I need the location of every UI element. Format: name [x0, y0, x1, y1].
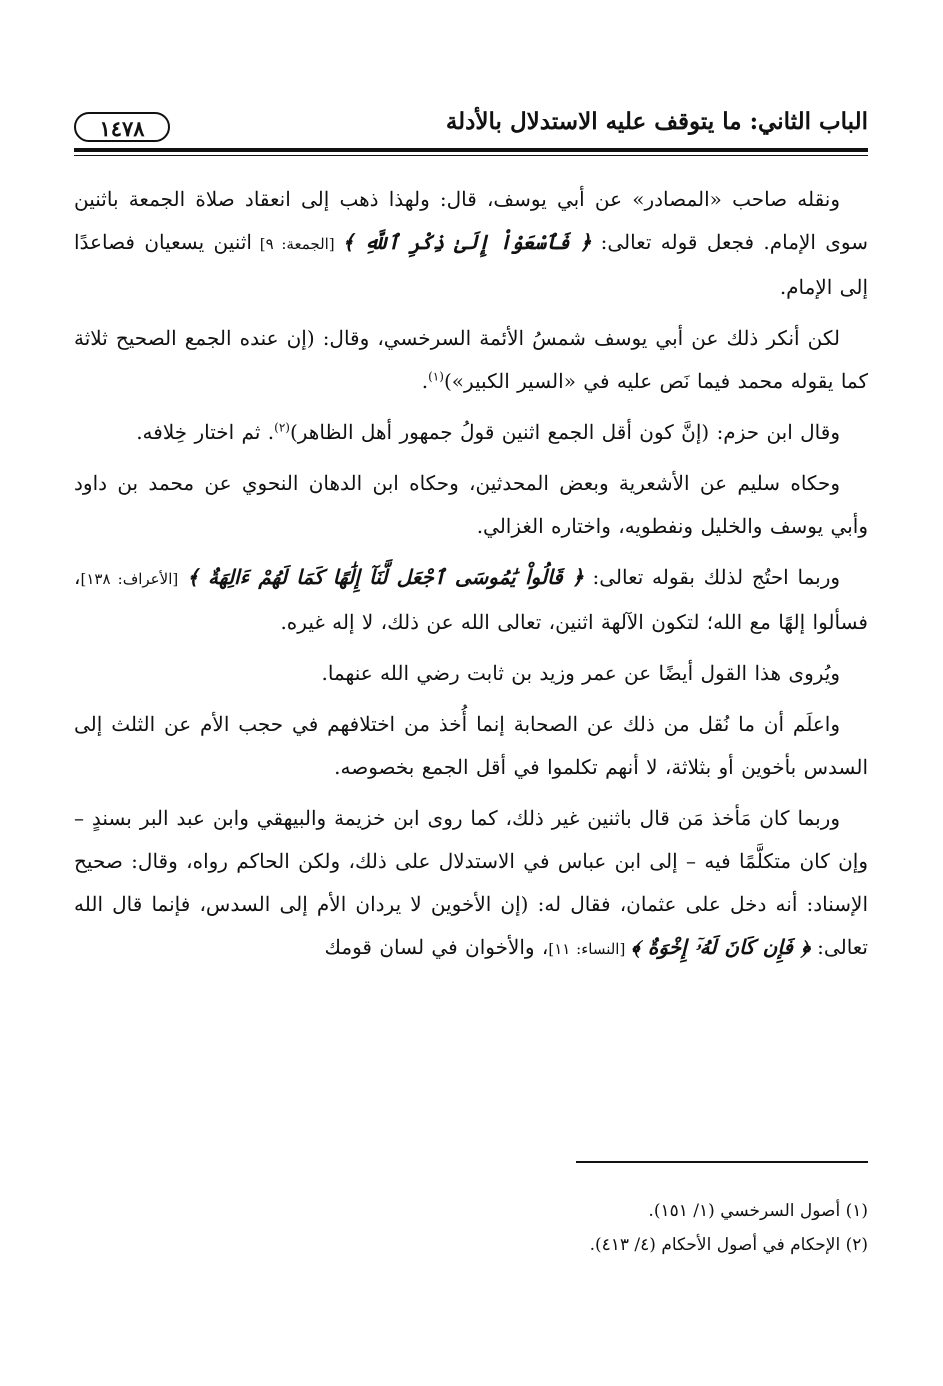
verse-ref-jumuah: [الجمعة: ٩]: [251, 235, 343, 253]
p2-line2: الصحيح ثلاثة كما يقوله محمد فيما نَص عليه في «السير الكبير»): [74, 326, 868, 393]
running-title: الباب الثاني: ما يتوقف عليه الاستدلال بالأدلة: [445, 108, 868, 135]
main-text: [74, 178, 868, 979]
p5-line2: ، فسألوا إلهًا مع الله؛ لتكون الآلهة اثنين، تعالى الله عن ذلك، لا إله غيره.: [74, 565, 868, 634]
footnote-ref-1[interactable]: (١): [428, 369, 444, 384]
p4-line1: وحكاه سليم عن الأشعرية وبعض المحدثين، وحكاه ابن الدهان النحوي عن محمد بن: [117, 471, 840, 495]
p8-line4b: ، والأخوان في لسان قومك: [324, 935, 549, 959]
p1-line2a: باثنين سوى الإمام. فجعل قوله تعالى:: [74, 187, 869, 254]
p3-line1a: وقال ابن حزم: (إنَّ كون أقل الجمع اثنين قولُ جمهور أهل الظاهر): [289, 420, 840, 444]
paragraph-7: [74, 703, 868, 789]
p3-line2: خِلافه.: [136, 420, 188, 444]
verse-ref-araf: [الأعراف: ١٣٨]: [80, 570, 179, 588]
p6-line1: ويُروى هذا القول أيضًا عن عمر وزيد بن ثابت رضي الله عنهما.: [321, 661, 840, 685]
p7-line1: واعلَم أن ما نُقل من ذلك عن الصحابة إنما أُخذ من اختلافهم في حجب الأم عن: [164, 712, 841, 736]
p8-line4a: السدس، فإنما قال الله تعالى:: [74, 892, 868, 959]
verse-ref-nisa: [النساء: ١١]: [548, 940, 632, 958]
p2-end: .: [421, 369, 429, 393]
paragraph-4: [74, 462, 868, 548]
header-rule-thin: [74, 155, 868, 156]
paragraph-3: [74, 411, 868, 454]
footnote-separator: [576, 1161, 868, 1163]
quran-verse-jumuah: ﴿ فَٱسْعَوْاْ إِلَىٰ ذِكْرِ ٱللَّهِ ﴾: [342, 230, 592, 254]
page-header: [74, 102, 868, 150]
footnote-1: (١) أصول السرخسي (١/ ١٥١).: [648, 1201, 868, 1221]
p4-line2: داود وأبي يوسف والخليل ونفطويه، واختاره الغزالي.: [74, 471, 868, 538]
p1-line2b: اثنين يسعيان: [144, 230, 252, 254]
p1-line3: فصاعدًا إلى الإمام.: [74, 230, 868, 299]
p7-line2: الثلث إلى السدس بأخوين أو بثلاثة، لا أنهم تكلموا في أقل الجمع بخصوصه.: [74, 712, 868, 779]
quran-verse-araf: ﴿ قَالُواْ يَٰمُوسَى ٱجْعَل لَّنَآ إِلَٰهًا كَمَا لَهُمْ ءَالِهَةٌ ﴾: [186, 565, 584, 589]
paragraph-8: [74, 797, 868, 971]
p8-line1: وربما كان مَأخذ مَن قال باثنين غير ذلك، كما روى ابن خزيمة والبيهقي وابن عبد البر: [139, 806, 840, 830]
paragraph-6: [74, 652, 868, 695]
paragraph-2: [74, 317, 868, 403]
footnote-ref-2[interactable]: (٢): [274, 420, 290, 435]
footnote-2: (٢) الإحكام في أصول الأحكام (٤/ ٤١٣).: [589, 1235, 868, 1255]
p8-line3: وقال: صحيح الإسناد: أنه دخل على عثمان، فقال له: (إن الأخوين لا يردان الأم إلى: [74, 849, 868, 916]
paragraph-1: [74, 178, 868, 309]
p2-line1: لكن أنكر ذلك عن أبي يوسف شمسُ الأئمة السرخسي، وقال: (إن عنده الجمع: [184, 326, 841, 350]
header-rule-thick: [74, 148, 868, 152]
quran-verse-nisa: ﴿ فَإِن كَانَ لَهُۥٓ إِخْوَةٌ ﴾: [631, 935, 810, 959]
p5-line1a: وربما احتُج لذلك بقوله تعالى:: [583, 565, 841, 589]
page-number: ١٤٧٨: [74, 112, 170, 142]
paragraph-5: [74, 556, 868, 644]
p3-line1b: . ثم اختار: [194, 420, 275, 444]
p1-line1: ونقله صاحب «المصادر» عن أبي يوسف، قال: ولهذا ذهب إلى انعقاد صلاة الجمعة: [128, 187, 840, 211]
p8-line2: بسندٍ – وإن كان متكلَّمًا فيه – إلى ابن عباس في الاستدلال على ذلك، ولكن الحاكم رواه،: [74, 806, 869, 873]
footnotes: [268, 1194, 868, 1262]
